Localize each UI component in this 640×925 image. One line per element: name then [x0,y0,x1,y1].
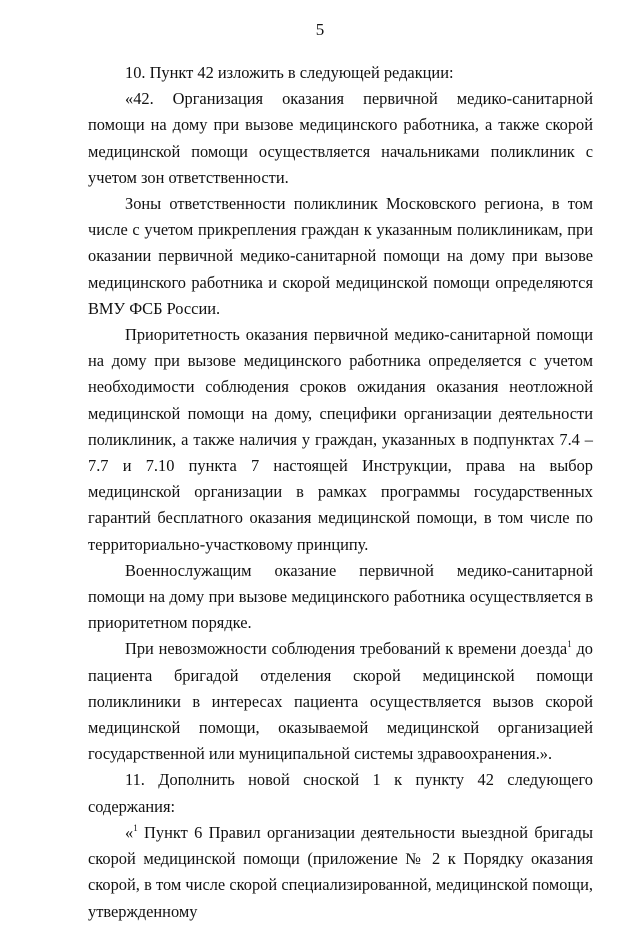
paragraph-priority: Приоритетность оказания первичной медико-санитарной помощи на дому при вызове медицинского работника определяется с учетом необходимости соблюдения сроков ожидания оказания неотложной медицинской помощи на дому, специфики организации деятельности поликлиник, а также наличия у граждан, указанных в подпунктах 7.4 – 7.7 и 7.10 пункта 7 настоящей Инструкции, права на выбор медицинской организации в рамках программы государственных гарантий бесплатного оказания медицинской помощи, в том числе по территориально-участковому принципу. [88,325,593,554]
paragraph-arrival-time [88,636,593,767]
page-number: 5 [315,20,325,39]
footnote-open-quote: « [125,822,134,842]
paragraph-item-11: 11. Дополнить новой сноской 1 к пункту 42 следующего содержания: [88,770,593,816]
paragraph-servicemen: Военнослужащим оказание первичной медико-санитарной помощи на дому при вызове медицинского работника осуществляется в приоритетном порядке. [88,560,593,633]
arrival-time-text-start: При невозможности соблюдения требований к времени доезда [125,639,568,659]
arrival-time-text-end: до пациента бригадой отделения скорой медицинской помощи поликлиники в интересах пациента осуществляется вызов скорой медицинской помощи, оказываемой медицинской организацией государственной или муниципальной системы здравоохранения.». [88,639,593,764]
paragraph-item-42: «42. Организация оказания первичной медико-санитарной помощи на дому при вызове медицинского работника, а также скорой медицинской помощи осуществляется начальниками поликлиник с учетом зон ответственности. [88,89,593,187]
footnote-marker-1: 1 [133,822,138,833]
footnote-ref-1: 1 [567,639,572,650]
paragraph-responsibility-zones: Зоны ответственности поликлиник Московского региона, в том числе с учетом прикрепления граждан к указанным поликлиникам, при оказании первичной медико-санитарной помощи на дому при вызове медицинского работника и скорой медицинской помощи определяются ВМУ ФСБ России. [88,194,593,318]
paragraph-footnote-1 [88,820,593,925]
footnote-text: Пункт 6 Правил организации деятельности выездной бригады скорой медицинской помощи (приложение № 2 к Порядку оказания скорой, в том числе скорой специализированной, медицинской помощи, утвержденному [88,822,593,921]
paragraph-item-10: 10. Пункт 42 изложить в следующей редакции: [125,63,454,82]
document-body [88,60,593,925]
